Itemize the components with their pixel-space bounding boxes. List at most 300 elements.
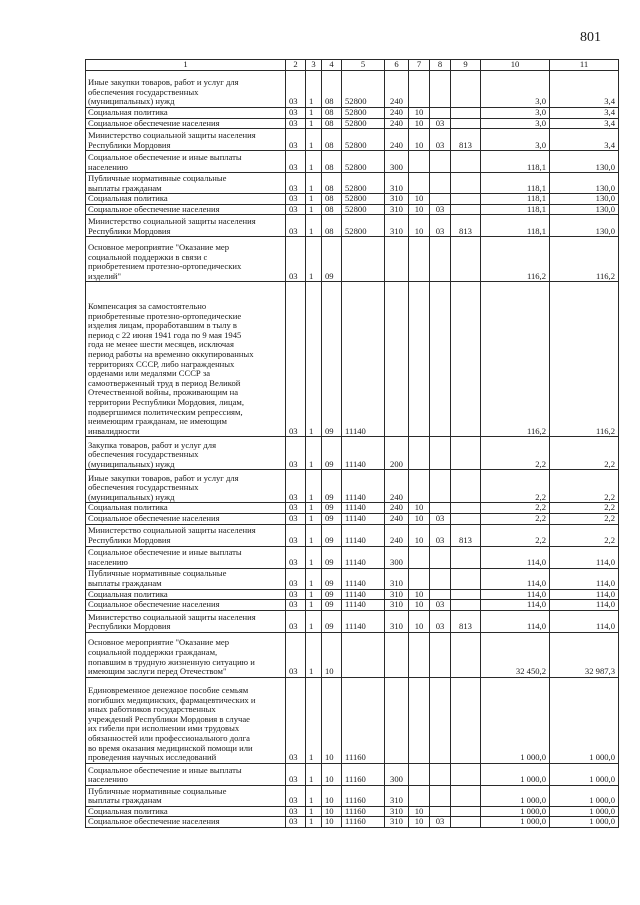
cell-grbs [451,118,481,129]
cell-subprog: 1 [306,785,322,806]
cell-direction: 52800 [342,71,385,108]
cell-sum-year-1: 1 000,0 [481,763,550,785]
cell-name: Социальная политика [86,194,286,205]
cell-kvsr: 03 [286,763,306,785]
cell-grbs [451,173,481,194]
cell-podrazdel: 03 [430,600,451,611]
cell-podrazdel: 03 [430,215,451,237]
cell-kvsr: 03 [286,108,306,119]
cell-sum-year-1: 2,2 [481,470,550,503]
table-row [86,108,619,119]
cell-sum-year-1: 1 000,0 [481,806,550,817]
cell-razdel [409,677,430,763]
cell-kvsr: 03 [286,817,306,828]
cell-kvsr: 03 [286,600,306,611]
cell-subprog: 1 [306,546,322,568]
cell-mainevent: 08 [322,108,342,119]
cell-grbs: 813 [451,524,481,546]
table-header-row [86,60,619,71]
table-row [86,437,619,470]
cell-sum-year-2: 1 000,0 [550,817,619,828]
cell-subprog: 1 [306,806,322,817]
cell-direction: 11140 [342,513,385,524]
cell-grbs [451,237,481,282]
cell-kvsr: 03 [286,546,306,568]
cell-subprog: 1 [306,610,322,632]
cell-direction: 11140 [342,568,385,589]
cell-razdel [409,632,430,677]
header-cell-1: 1 [86,60,286,71]
cell-vidrashod [385,237,409,282]
table-row [86,503,619,514]
table-row [86,173,619,194]
header-cell-9: 9 [451,60,481,71]
cell-podrazdel: 03 [430,204,451,215]
cell-sum-year-1: 1 000,0 [481,677,550,763]
cell-subprog: 1 [306,513,322,524]
cell-mainevent: 08 [322,204,342,215]
cell-direction: 11140 [342,600,385,611]
cell-sum-year-2: 130,0 [550,194,619,205]
cell-podrazdel: 03 [430,513,451,524]
cell-kvsr: 03 [286,785,306,806]
cell-vidrashod: 300 [385,151,409,173]
cell-direction: 11160 [342,785,385,806]
cell-name: Иные закупки товаров, работ и услуг для обеспечения государственных (муниципальных) нужд [86,71,286,108]
cell-mainevent: 08 [322,173,342,194]
cell-sum-year-2: 114,0 [550,589,619,600]
cell-subprog: 1 [306,215,322,237]
cell-direction: 11160 [342,763,385,785]
budget-table [85,59,619,828]
cell-razdel [409,437,430,470]
table-row [86,677,619,763]
cell-subprog: 1 [306,173,322,194]
cell-grbs [451,785,481,806]
cell-grbs: 813 [451,610,481,632]
cell-vidrashod: 310 [385,215,409,237]
cell-podrazdel [430,237,451,282]
cell-subprog: 1 [306,470,322,503]
cell-podrazdel [430,470,451,503]
cell-sum-year-2: 2,2 [550,437,619,470]
cell-subprog: 1 [306,632,322,677]
cell-sum-year-1: 2,2 [481,524,550,546]
cell-razdel: 10 [409,600,430,611]
cell-sum-year-2: 1 000,0 [550,763,619,785]
cell-grbs [451,513,481,524]
cell-sum-year-1: 114,0 [481,610,550,632]
cell-grbs [451,204,481,215]
table-row [86,785,619,806]
cell-vidrashod: 310 [385,204,409,215]
table-row [86,204,619,215]
cell-kvsr: 03 [286,173,306,194]
cell-name: Социальное обеспечение и иные выплаты населению [86,546,286,568]
cell-mainevent: 09 [322,546,342,568]
cell-podrazdel [430,763,451,785]
cell-subprog: 1 [306,194,322,205]
cell-vidrashod: 240 [385,524,409,546]
cell-name: Основное мероприятие "Оказание мер социальной поддержки в связи с приобретением протезно-ортопедических изделий" [86,237,286,282]
cell-podrazdel [430,282,451,437]
cell-sum-year-2: 3,4 [550,71,619,108]
cell-direction: 11140 [342,282,385,437]
cell-name: Социальное обеспечение населения [86,204,286,215]
cell-mainevent: 09 [322,282,342,437]
cell-name: Министерство социальной защиты населения Республики Мордовия [86,215,286,237]
cell-kvsr: 03 [286,524,306,546]
cell-grbs [451,600,481,611]
cell-name: Публичные нормативные социальные выплаты гражданам [86,173,286,194]
cell-mainevent: 09 [322,610,342,632]
cell-vidrashod: 310 [385,568,409,589]
cell-grbs [451,817,481,828]
cell-direction: 52800 [342,173,385,194]
cell-vidrashod: 310 [385,806,409,817]
cell-sum-year-1: 114,0 [481,589,550,600]
cell-direction: 11140 [342,610,385,632]
cell-razdel [409,151,430,173]
cell-direction: 11140 [342,589,385,600]
cell-grbs [451,632,481,677]
cell-sum-year-2: 1 000,0 [550,785,619,806]
cell-direction: 11160 [342,806,385,817]
cell-mainevent: 09 [322,503,342,514]
cell-sum-year-1: 114,0 [481,600,550,611]
cell-mainevent: 08 [322,151,342,173]
cell-mainevent: 09 [322,237,342,282]
cell-name: Социальное обеспечение и иные выплаты населению [86,151,286,173]
cell-sum-year-1: 114,0 [481,568,550,589]
cell-mainevent: 09 [322,470,342,503]
cell-vidrashod [385,282,409,437]
cell-razdel: 10 [409,129,430,151]
cell-sum-year-1: 3,0 [481,71,550,108]
cell-direction: 52800 [342,204,385,215]
cell-vidrashod: 310 [385,817,409,828]
cell-kvsr: 03 [286,194,306,205]
cell-kvsr: 03 [286,118,306,129]
cell-sum-year-2: 3,4 [550,108,619,119]
cell-razdel: 10 [409,817,430,828]
cell-direction [342,632,385,677]
cell-mainevent: 10 [322,677,342,763]
cell-subprog: 1 [306,129,322,151]
cell-vidrashod: 240 [385,108,409,119]
cell-razdel: 10 [409,194,430,205]
header-cell-7: 7 [409,60,430,71]
cell-podrazdel [430,589,451,600]
cell-razdel [409,71,430,108]
cell-sum-year-2: 114,0 [550,568,619,589]
cell-podrazdel: 03 [430,610,451,632]
cell-razdel [409,763,430,785]
cell-podrazdel [430,806,451,817]
cell-sum-year-1: 114,0 [481,546,550,568]
cell-razdel: 10 [409,589,430,600]
cell-direction: 52800 [342,129,385,151]
table-row [86,513,619,524]
cell-razdel [409,785,430,806]
cell-vidrashod: 240 [385,71,409,108]
cell-grbs: 813 [451,215,481,237]
cell-name: Министерство социальной защиты населения Республики Мордовия [86,524,286,546]
cell-direction: 11140 [342,503,385,514]
cell-subprog: 1 [306,568,322,589]
cell-name: Министерство социальной защиты населения Республики Мордовия [86,129,286,151]
cell-razdel: 10 [409,215,430,237]
header-cell-5: 5 [342,60,385,71]
cell-vidrashod: 240 [385,503,409,514]
cell-subprog: 1 [306,204,322,215]
cell-grbs [451,806,481,817]
cell-razdel: 10 [409,204,430,215]
table-row [86,118,619,129]
cell-subprog: 1 [306,503,322,514]
cell-direction [342,237,385,282]
cell-podrazdel [430,71,451,108]
cell-grbs [451,194,481,205]
cell-razdel: 10 [409,610,430,632]
cell-sum-year-1: 116,2 [481,237,550,282]
cell-sum-year-2: 130,0 [550,173,619,194]
table-row [86,546,619,568]
cell-subprog: 1 [306,237,322,282]
cell-subprog: 1 [306,282,322,437]
header-cell-8: 8 [430,60,451,71]
table-row [86,568,619,589]
cell-grbs [451,568,481,589]
cell-podrazdel: 03 [430,524,451,546]
cell-vidrashod: 240 [385,470,409,503]
cell-kvsr: 03 [286,806,306,817]
cell-name: Социальная политика [86,503,286,514]
cell-sum-year-2: 114,0 [550,546,619,568]
cell-podrazdel [430,151,451,173]
cell-razdel: 10 [409,513,430,524]
cell-sum-year-2: 116,2 [550,282,619,437]
cell-direction: 52800 [342,151,385,173]
header-cell-11: 11 [550,60,619,71]
cell-subprog: 1 [306,118,322,129]
cell-name: Публичные нормативные социальные выплаты гражданам [86,568,286,589]
cell-grbs: 813 [451,129,481,151]
cell-sum-year-2: 1 000,0 [550,677,619,763]
cell-sum-year-1: 1 000,0 [481,785,550,806]
cell-subprog: 1 [306,151,322,173]
table-row [86,194,619,205]
cell-kvsr: 03 [286,282,306,437]
cell-vidrashod: 300 [385,763,409,785]
cell-grbs [451,437,481,470]
cell-kvsr: 03 [286,632,306,677]
header-cell-2: 2 [286,60,306,71]
table-row [86,151,619,173]
cell-podrazdel [430,437,451,470]
cell-podrazdel [430,785,451,806]
cell-sum-year-1: 2,2 [481,513,550,524]
cell-sum-year-1: 118,1 [481,173,550,194]
cell-mainevent: 09 [322,589,342,600]
cell-kvsr: 03 [286,503,306,514]
cell-mainevent: 08 [322,118,342,129]
cell-kvsr: 03 [286,589,306,600]
cell-direction: 11160 [342,817,385,828]
table-row [86,763,619,785]
cell-kvsr: 03 [286,437,306,470]
cell-grbs [451,677,481,763]
cell-sum-year-2: 2,2 [550,513,619,524]
cell-name: Социальное обеспечение населения [86,817,286,828]
cell-kvsr: 03 [286,237,306,282]
cell-vidrashod: 310 [385,589,409,600]
cell-name: Основное мероприятие "Оказание мер социальной поддержки гражданам, попавшим в трудную жизненную ситуацию и имеющим заслуги перед Отечеством" [86,632,286,677]
cell-grbs [451,71,481,108]
cell-subprog: 1 [306,524,322,546]
cell-direction: 11140 [342,470,385,503]
cell-razdel: 10 [409,118,430,129]
cell-vidrashod: 310 [385,610,409,632]
cell-sum-year-2: 2,2 [550,524,619,546]
cell-vidrashod: 300 [385,546,409,568]
cell-vidrashod: 240 [385,118,409,129]
cell-name: Социальное обеспечение и иные выплаты населению [86,763,286,785]
cell-mainevent: 09 [322,524,342,546]
cell-direction: 11160 [342,677,385,763]
cell-kvsr: 03 [286,610,306,632]
cell-sum-year-1: 118,1 [481,151,550,173]
cell-kvsr: 03 [286,215,306,237]
cell-subprog: 1 [306,589,322,600]
cell-subprog: 1 [306,677,322,763]
cell-vidrashod: 310 [385,194,409,205]
cell-grbs [451,151,481,173]
cell-vidrashod: 310 [385,173,409,194]
table-row [86,129,619,151]
cell-razdel: 10 [409,524,430,546]
cell-name: Социальная политика [86,806,286,817]
cell-sum-year-2: 114,0 [550,610,619,632]
header-cell-4: 4 [322,60,342,71]
cell-podrazdel [430,632,451,677]
cell-name: Единовременное денежное пособие семьям погибших медицинских, фармацевтических и иных работников государственных учреждений Республики Мордовия в случае их гибели при исполнении ими трудовых обязанностей или профессионального долга во время оказания медицинской помощи или проведения научных исследований [86,677,286,763]
cell-grbs [451,108,481,119]
cell-mainevent: 10 [322,632,342,677]
cell-sum-year-1: 118,1 [481,194,550,205]
table-row [86,524,619,546]
header-cell-10: 10 [481,60,550,71]
cell-sum-year-2: 2,2 [550,470,619,503]
cell-sum-year-1: 3,0 [481,108,550,119]
table-row [86,237,619,282]
cell-direction: 11140 [342,524,385,546]
cell-mainevent: 08 [322,71,342,108]
cell-mainevent: 10 [322,785,342,806]
cell-kvsr: 03 [286,677,306,763]
cell-mainevent: 10 [322,806,342,817]
cell-sum-year-2: 116,2 [550,237,619,282]
cell-kvsr: 03 [286,513,306,524]
cell-sum-year-2: 1 000,0 [550,806,619,817]
cell-sum-year-1: 116,2 [481,282,550,437]
cell-subprog: 1 [306,71,322,108]
table-row [86,71,619,108]
table-body [86,71,619,828]
cell-grbs [451,546,481,568]
cell-mainevent: 09 [322,513,342,524]
cell-kvsr: 03 [286,151,306,173]
cell-grbs [451,503,481,514]
cell-name: Социальное обеспечение населения [86,600,286,611]
cell-sum-year-2: 130,0 [550,151,619,173]
cell-podrazdel [430,677,451,763]
table-row [86,806,619,817]
cell-kvsr: 03 [286,129,306,151]
cell-vidrashod: 310 [385,785,409,806]
cell-direction: 11140 [342,437,385,470]
cell-mainevent: 09 [322,600,342,611]
cell-direction: 52800 [342,118,385,129]
cell-mainevent: 10 [322,763,342,785]
cell-grbs [451,282,481,437]
cell-subprog: 1 [306,600,322,611]
cell-razdel [409,470,430,503]
cell-sum-year-2: 114,0 [550,600,619,611]
cell-vidrashod: 200 [385,437,409,470]
cell-podrazdel: 03 [430,118,451,129]
cell-podrazdel [430,568,451,589]
cell-sum-year-1: 3,0 [481,129,550,151]
cell-subprog: 1 [306,437,322,470]
cell-sum-year-2: 2,2 [550,503,619,514]
cell-mainevent: 10 [322,817,342,828]
cell-sum-year-1: 3,0 [481,118,550,129]
cell-vidrashod: 240 [385,513,409,524]
cell-name: Иные закупки товаров, работ и услуг для обеспечения государственных (муниципальных) нужд [86,470,286,503]
cell-subprog: 1 [306,817,322,828]
table-row [86,470,619,503]
cell-grbs [451,763,481,785]
cell-sum-year-1: 1 000,0 [481,817,550,828]
cell-mainevent: 09 [322,568,342,589]
cell-name: Компенсация за самостоятельно приобретенные протезно-ортопедические изделия лицам, проработавшим в тылу в период с 22 июня 1941 года по 9 мая 1945 года не менее шести месяцев, исключая период работы на временно оккупированных территориях СССР, либо награжденных орденами или медалями СССР за самоотверженный труд в период Великой Отечественной войны, проживающим на территории Республики Мордовия, лицам, подвергшимся политическим репрессиям, неимеющим гражданам, не имеющим инвалидности [86,282,286,437]
cell-razdel [409,546,430,568]
cell-kvsr: 03 [286,204,306,215]
cell-name: Социальная политика [86,108,286,119]
cell-direction: 11140 [342,546,385,568]
cell-subprog: 1 [306,108,322,119]
cell-podrazdel [430,503,451,514]
cell-podrazdel: 03 [430,129,451,151]
table-row [86,632,619,677]
cell-direction: 52800 [342,194,385,205]
cell-sum-year-2: 3,4 [550,129,619,151]
cell-razdel: 10 [409,503,430,514]
cell-razdel [409,173,430,194]
cell-vidrashod [385,677,409,763]
cell-sum-year-2: 130,0 [550,204,619,215]
cell-vidrashod [385,632,409,677]
cell-sum-year-2: 3,4 [550,118,619,129]
table-row [86,215,619,237]
cell-mainevent: 08 [322,215,342,237]
cell-kvsr: 03 [286,568,306,589]
cell-podrazdel [430,108,451,119]
cell-razdel: 10 [409,108,430,119]
cell-name: Закупка товаров, работ и услуг для обеспечения государственных (муниципальных) нужд [86,437,286,470]
table-row [86,282,619,437]
